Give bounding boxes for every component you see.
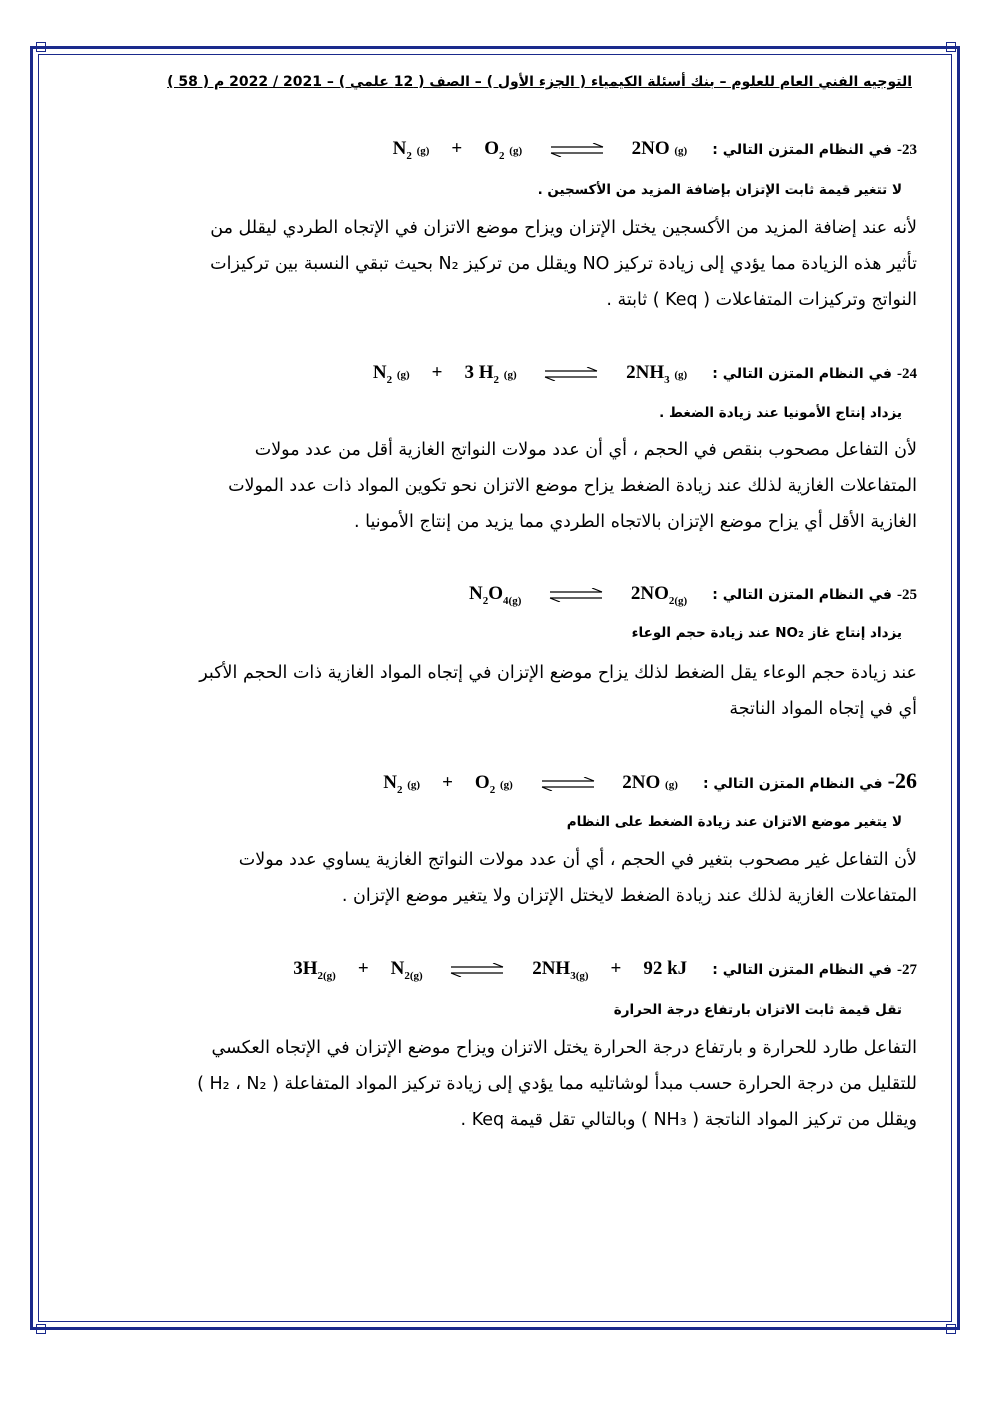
explanation-line: لأن التفاعل غير مصحوب بتغير في الحجم ، أي أن عدد مولات النواتج الغازية يساوي عدد مولات bbox=[238, 850, 917, 870]
explanation-line: النواتج وتركيزات المتفاعلات ( Keq ) ثابتة . bbox=[606, 290, 917, 310]
page-header: التوجيه الفني العام للعلوم – بنك أسئلة الكيمياء ( الجزء الأول ) – الصف ( 12 علمي ) – 2021 / 2022 م ( 58 ) bbox=[167, 74, 912, 90]
explanation-line: ويقلل من تركيز المواد الناتجة ( NH₃ ) وبالتالي تقل قيمة Keq . bbox=[460, 1110, 917, 1130]
question-title: في النظام المتزن التالي : bbox=[712, 587, 892, 603]
explanation-line: للتقليل من درجة الحرارة حسب مبدأ لوشاتليه مما يؤدي إلى زيادة تركيز المواد المتفاعلة ( H₂ ، N₂ ) bbox=[197, 1074, 917, 1094]
explanation-line: أي في إتجاه المواد الناتجة bbox=[729, 699, 917, 719]
border-corner-ornament bbox=[36, 42, 46, 52]
equilibrium-arrow-icon bbox=[548, 588, 604, 602]
question-26-explanation bbox=[72, 842, 917, 914]
question-26-answer: لا يتغير موضع الاتزان عند زيادة الضغط على النظام bbox=[566, 814, 902, 830]
question-number: 23- bbox=[897, 142, 917, 158]
explanation-line: لأن التفاعل مصحوب بنقص في الحجم ، أي أن عدد مولات النواتج الغازية أقل من عدد مولات bbox=[254, 440, 917, 460]
question-24-heading bbox=[373, 362, 917, 386]
question-23-answer: لا تتغير قيمة ثابت الإتزان بإضافة المزيد من الأكسجين . bbox=[537, 182, 902, 198]
question-number: 26- bbox=[887, 768, 917, 793]
question-27-answer: تقل قيمة ثابت الاتزان بارتفاع درجة الحرارة bbox=[613, 1002, 902, 1018]
question-26-heading bbox=[383, 768, 917, 796]
explanation-line: الغازية الأقل أي يزاح موضع الإتزان بالاتجاه الطردي مما يزيد من إنتاج الأمونيا . bbox=[354, 512, 917, 532]
border-corner-ornament bbox=[36, 1324, 46, 1334]
border-corner-ornament bbox=[946, 42, 956, 52]
chemical-equation: $3H_{2(g)} + N_{2(g)}$ $2NH_{3(g)} + 92$ kJ bbox=[293, 958, 688, 982]
question-number: 25- bbox=[897, 587, 917, 603]
explanation-line: المتفاعلات الغازية لذلك عند زيادة الضغط لايختل الإتزان ولا يتغير موضع الإتزان . bbox=[341, 886, 917, 906]
question-23-explanation bbox=[72, 210, 917, 318]
question-23-heading bbox=[393, 138, 917, 162]
chemical-equation: $N_2$ (g) + 3 $H_2$ (g) $2NH_3$ (g) bbox=[372, 362, 688, 386]
explanation-line: لأنه عند إضافة المزيد من الأكسجين يختل الإتزان ويزاح موضع الاتزان في الإتجاه الطردي ليقلل من bbox=[210, 218, 917, 238]
question-title: في النظام المتزن التالي : bbox=[712, 142, 892, 158]
question-25-heading bbox=[469, 583, 917, 607]
question-title: في النظام المتزن التالي : bbox=[702, 776, 883, 792]
explanation-line: عند زيادة حجم الوعاء يقل الضغط لذلك يزاح موضع الإتزان في إتجاه المواد الغازية ذات الحجم الأكبر bbox=[199, 663, 917, 683]
question-number: 27- bbox=[897, 962, 917, 978]
equilibrium-arrow-icon bbox=[449, 963, 505, 977]
explanation-line: التفاعل طارد للحرارة و بارتفاع درجة الحرارة يختل الاتزان ويزاح موضع الإتزان في الإتجاه العكسي bbox=[211, 1038, 917, 1058]
question-title: في النظام المتزن التالي : bbox=[712, 366, 892, 382]
question-25-answer: يزداد إنتاج غاز NO₂ عند زيادة حجم الوعاء bbox=[631, 625, 902, 641]
equilibrium-arrow-icon bbox=[540, 777, 596, 791]
equilibrium-arrow-icon bbox=[549, 143, 605, 157]
question-27-heading bbox=[293, 958, 917, 982]
chemical-equation: $N_2O_{4(g)}$ $2NO_{2(g)}$ bbox=[469, 583, 688, 607]
question-24-answer: يزداد إنتاج الأمونيا عند زيادة الضغط . bbox=[659, 405, 902, 421]
chemical-equation: $N_2$ $(g) + O_2$ (g) 2NO (g) bbox=[383, 772, 678, 796]
border-corner-ornament bbox=[946, 1324, 956, 1334]
question-title: في النظام المتزن التالي : bbox=[712, 962, 892, 978]
chemical-equation: $N_2$ $(g) + O_2$ (g) 2NO (g) bbox=[392, 138, 688, 162]
question-27-explanation bbox=[72, 1030, 917, 1138]
explanation-line: تأثير هذه الزيادة مما يؤدي إلى زيادة تركيز NO ويقلل من تركيز N₂ بحيث تبقي النسبة بين تركيزات bbox=[210, 254, 917, 274]
question-number: 24- bbox=[897, 366, 917, 382]
question-24-explanation bbox=[72, 432, 917, 540]
equilibrium-arrow-icon bbox=[543, 367, 599, 381]
question-25-explanation bbox=[72, 655, 917, 727]
explanation-line: المتفاعلات الغازية لذلك عند زيادة الضغط يزاح موضع الاتزان نحو تكوين المواد ذات عدد المولات bbox=[228, 476, 917, 496]
